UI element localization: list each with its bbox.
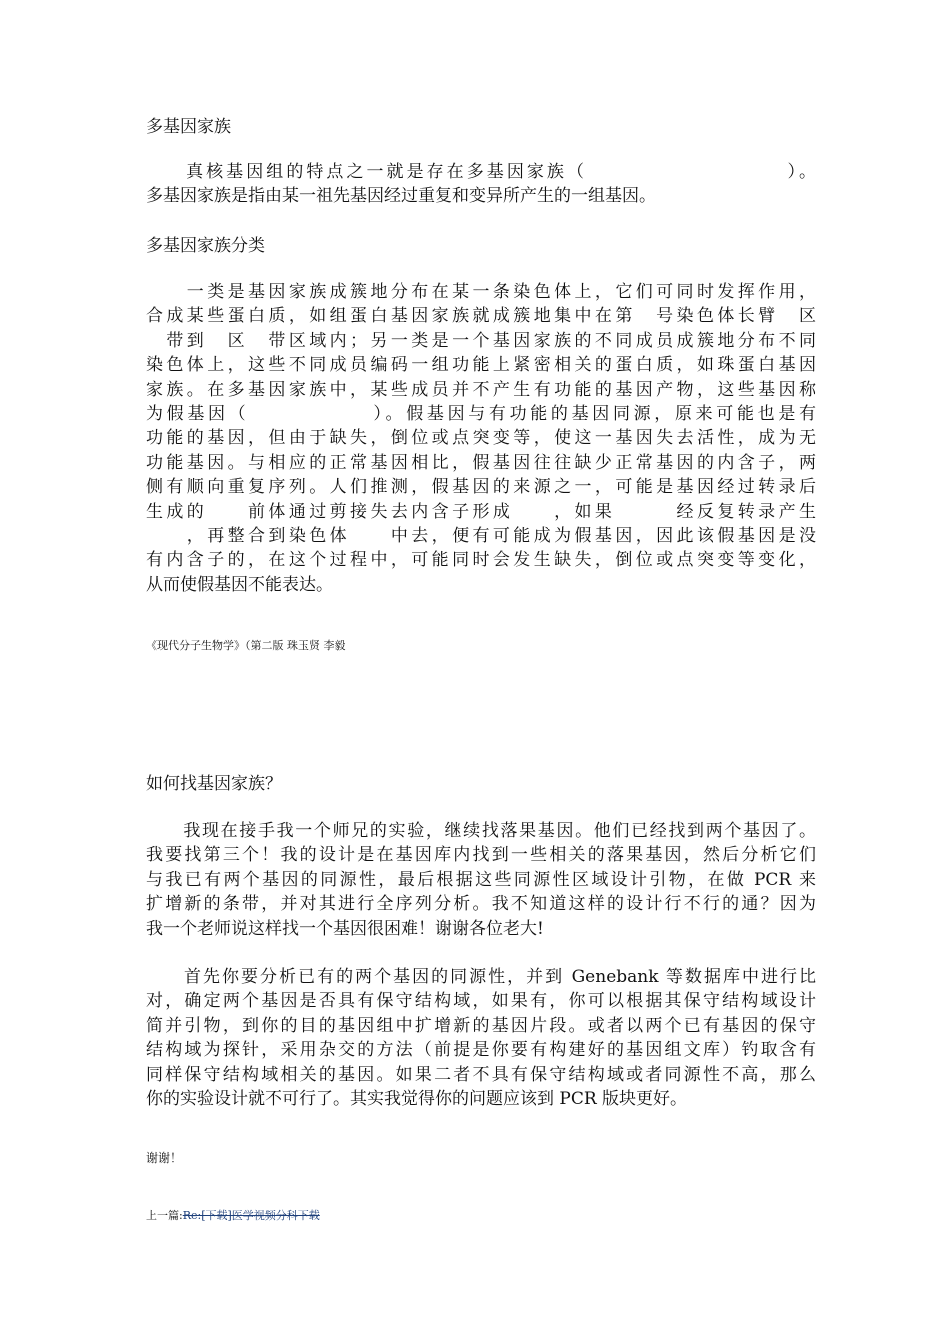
text-line: 我现在接手我一个师兄的实验，继续找落果基因。他们已经找到两个基因了。 [146, 821, 816, 841]
text-line: 生成的 前体通过剪接失去内含子形成 ，如果 经反复转录产生 [146, 501, 816, 522]
text-line: 侧有顺向重复序列。人们推测，假基因的来源之一，可能是基因经过转录后 [146, 477, 816, 498]
thanks-note: 谢谢！ [146, 1151, 183, 1165]
text-line: 功能的基因，但由于缺失，倒位或点突变等，使这一基因失去活性，成为无 [146, 428, 816, 449]
prev-post-label: 上一篇: [146, 1209, 183, 1222]
question-paragraph [146, 819, 816, 941]
text-line: 功能基因。与相应的正常基因相比，假基因往往缺少正常基因的内含子，两 [146, 452, 816, 473]
citation: 《现代分子生物学》（第二版 珠玉贤 李毅 [146, 639, 346, 652]
prev-post-link[interactable]: Re:[下载]医学视频分科下载 [182, 1209, 320, 1222]
question-title: 如何找基因家族？ [146, 774, 282, 794]
text-line: 家族。在多基因家族中，某些成员并不产生有功能的基因产物，这些基因称 [146, 379, 816, 400]
text-line: 对，确定两个基因是否具有保守结构域，如果有，你可以根据其保守结构域设计 [146, 991, 816, 1012]
text-line: 简并引物，到你的目的基因组中扩增新的基因片段。或者以两个已有基因的保守 [146, 1015, 816, 1036]
classification-paragraph [146, 280, 816, 597]
intro-paragraph [146, 160, 816, 209]
text-line: 同样保守结构域相关的基因。如果二者不具有保守结构域或者同源性不高，那么 [146, 1064, 816, 1085]
text-line: 合成某些蛋白质，如组蛋白基因家族就成簇地集中在第 号染色体长臂 区 [146, 306, 816, 327]
text-line: 多基因家族是指由某一祖先基因经过重复和变异所产生的一组基因。 [146, 186, 656, 207]
text-line: 真核基因组的特点之一就是存在多基因家族（ ）。 [146, 162, 816, 182]
text-line: 有内含子的，在这个过程中，可能同时会发生缺失，倒位或点突变等变化， [146, 550, 816, 571]
text-line: 首先你要分析已有的两个基因的同源性，并到 Genebank 等数据库中进行比 [146, 967, 816, 987]
text-line: 染色体上，这些不同成员编码一组功能上紧密相关的蛋白质，如珠蛋白基因 [146, 355, 816, 376]
text-line: ，再整合到染色体 中去，便有可能成为假基因，因此该假基因是没 [146, 525, 816, 546]
text-line: 你的实验设计就不可行了。其实我觉得你的问题应该到 PCR 版块更好。 [146, 1088, 688, 1109]
text-line: 带到 区 带区域内；另一类是一个基因家族的不同成员成簇地分布不同 [146, 330, 816, 351]
prev-post-nav [146, 1209, 816, 1223]
text-line: 一类是基因家族成簇地分布在某一条染色体上，它们可同时发挥作用， [146, 282, 816, 302]
answer-paragraph [146, 965, 816, 1111]
text-line: 扩增新的条带，并对其进行全序列分析。我不知道这样的设计行不行的通？因为 [146, 894, 816, 915]
section-heading: 多基因家族 [146, 117, 231, 137]
text-line: 我一个老师说这样找一个基因很困难！谢谢各位老大! [146, 918, 544, 939]
text-line: 与我已有两个基因的同源性，最后根据这些同源性区域设计引物，在做 PCR 来 [146, 869, 816, 890]
text-line: 从而使假基因不能表达。 [146, 574, 333, 595]
text-line: 结构域为探针，采用杂交的方法（前提是你要有构建好的基因组文库）钓取含有 [146, 1040, 816, 1061]
text-line: 我要找第三个！我的设计是在基因库内找到一些相关的落果基因，然后分析它们 [146, 845, 816, 866]
text-line: 为假基因（ ）。假基因与有功能的基因同源，原来可能也是有 [146, 403, 816, 424]
subsection-heading: 多基因家族分类 [146, 236, 265, 256]
